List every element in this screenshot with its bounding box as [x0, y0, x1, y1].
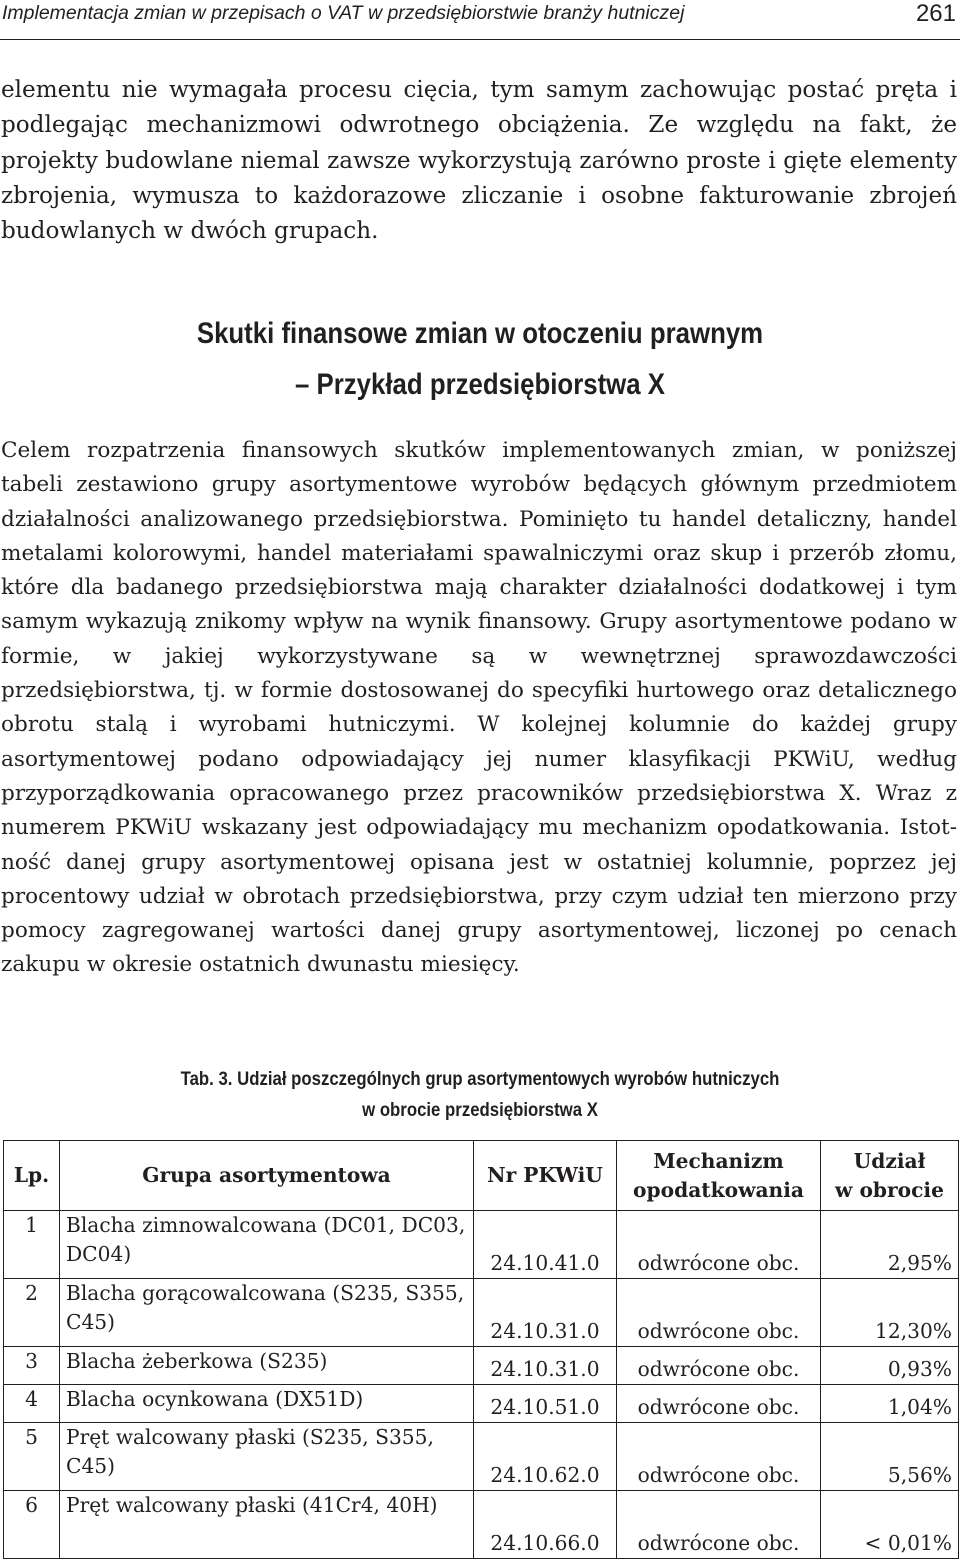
- cell-mechanism: odwrócone obc.: [617, 1385, 821, 1423]
- table-row: [4, 1279, 959, 1347]
- section-heading-line-2: – Przykład przedsiębiorstwa X: [295, 368, 665, 401]
- table-row: [4, 1423, 959, 1491]
- table-caption-line-2: w obrocie przedsiębiorstwa X: [362, 1099, 598, 1121]
- cell-share: 0,93%: [821, 1347, 959, 1385]
- header-share-line-2: w obrocie: [835, 1177, 944, 1202]
- cell-pkwiu: 24.10.31.0: [474, 1347, 617, 1385]
- cell-group: Pręt walcowany płaski (41Cr4, 40H): [60, 1491, 474, 1559]
- table-caption-line-1: Tab. 3. Udział poszczególnych grup asortymentowych wyrobów hutniczych: [180, 1068, 780, 1090]
- cell-share: 2,95%: [821, 1211, 959, 1279]
- section-heading-line-1: Skutki finansowe zmian w otoczeniu prawnym: [196, 317, 764, 350]
- cell-group: Blacha zimnowalcowana (DC01, DC03, DC04): [60, 1211, 474, 1279]
- table-caption: [67, 1064, 893, 1126]
- cell-share: 12,30%: [821, 1279, 959, 1347]
- header-mechanism-line-2: opodatkowania: [633, 1177, 804, 1202]
- cell-pkwiu: 24.10.66.0: [474, 1491, 617, 1559]
- cell-mechanism: odwrócone obc.: [617, 1347, 821, 1385]
- cell-group: Blacha gorącowalcowana (S235, S355, C45): [60, 1279, 474, 1347]
- body-paragraph-1: elementu nie wymagała procesu cięcia, tym samym zachowując postać pręta i podlegając mechanizmowi odwrotnego obciążenia. Ze względu na fakt, że projekty budowlane niemal zawsze wykorzystują zarówno proste i gięte elementy zbrojenia, wymusza to każdorazowe zliczanie i osobne fakturowanie zbrojeń budowlanych w dwóch grupach.: [1, 77, 957, 245]
- header-mechanism: [617, 1141, 821, 1211]
- cell-mechanism: odwrócone obc.: [617, 1279, 821, 1347]
- cell-group: Blacha ocynkowana (DX51D): [60, 1385, 474, 1423]
- header-mechanism-line-1: Mechanizm: [653, 1148, 784, 1173]
- cell-share: < 0,01%: [821, 1491, 959, 1559]
- running-header-title: Implementacja zmian w przepisach o VAT w przedsiębiorstwie branży hutniczej: [2, 2, 685, 24]
- header-share-line-1: Udział: [853, 1148, 926, 1173]
- table-row: [4, 1347, 959, 1385]
- header-lp: Lp.: [4, 1141, 60, 1211]
- cell-pkwiu: 24.10.62.0: [474, 1423, 617, 1491]
- cell-group: Pręt walcowany płaski (S235, S355, C45): [60, 1423, 474, 1491]
- header-group: Grupa asortymentowa: [60, 1141, 474, 1211]
- cell-group: Blacha żeberkowa (S235): [60, 1347, 474, 1385]
- table-row: [4, 1211, 959, 1279]
- cell-pkwiu: 24.10.51.0: [474, 1385, 617, 1423]
- cell-pkwiu: 24.10.41.0: [474, 1211, 617, 1279]
- page-number: 261: [915, 0, 956, 27]
- table-row: [4, 1491, 959, 1559]
- running-header: [0, 0, 960, 40]
- table-header-row: [4, 1141, 959, 1211]
- cell-pkwiu: 24.10.31.0: [474, 1279, 617, 1347]
- cell-mechanism: odwrócone obc.: [617, 1211, 821, 1279]
- cell-lp: 4: [4, 1385, 60, 1423]
- cell-lp: 2: [4, 1279, 60, 1347]
- section-heading: [67, 308, 893, 410]
- body-paragraph-2: Celem rozpatrzenia finansowych skutków implementowanych zmian, w poniższej tabeli zestawiono grupy asortymentowe wyrobów będących głównym przedmiotem działalności analizowanego przedsiębiorstwa. Pominięto tu handel detaliczny, handel metalami kolorowymi, handel materiałami spawalniczymi oraz skup i przerób złomu, które dla badanego przedsiębiorstwa mają charakter działalności dodatkowej i tym samym wykazują znikomy wpływ na wynik finansowy. Grupy asortymentowe podano w formie, w jakiej wykorzystywane są w wewnętrznej sprawozdawczości przedsiębiorstwa, tj. w formie dostosowanej do specyfiki hurtowego oraz detalicznego obrotu stalą i wyrobami hutniczymi. W kolejnej kolumnie do każdej grupy asortymentowej podano odpowiadający jej numer klasyfikacji PKWiU, według przyporządkowania opracowanego przez pracowników przedsiębiorstwa X. Wraz z numerem PKWiU wskazany jest odpowiadający mu mechanizm opodatkowania. Istotność danej grupy asortymentowej opisana jest w ostatniej kolumnie, poprzez jej procentowy udział w obrotach przedsiębiorstwa, przy czym udział ten mierzono przy pomocy zagregowanej wartości danej grupy asortymentowej, liczonej po cenach zakupu w okresie ostatnich dwunastu miesięcy.: [1, 438, 957, 978]
- table-row: [4, 1385, 959, 1423]
- header-share: [821, 1141, 959, 1211]
- cell-share: 1,04%: [821, 1385, 959, 1423]
- assortment-share-table: [3, 1140, 959, 1559]
- cell-mechanism: odwrócone obc.: [617, 1491, 821, 1559]
- cell-lp: 3: [4, 1347, 60, 1385]
- cell-mechanism: odwrócone obc.: [617, 1423, 821, 1491]
- cell-lp: 5: [4, 1423, 60, 1491]
- cell-share: 5,56%: [821, 1423, 959, 1491]
- header-pkwiu: Nr PKWiU: [474, 1141, 617, 1211]
- cell-lp: 1: [4, 1211, 60, 1279]
- cell-lp: 6: [4, 1491, 60, 1559]
